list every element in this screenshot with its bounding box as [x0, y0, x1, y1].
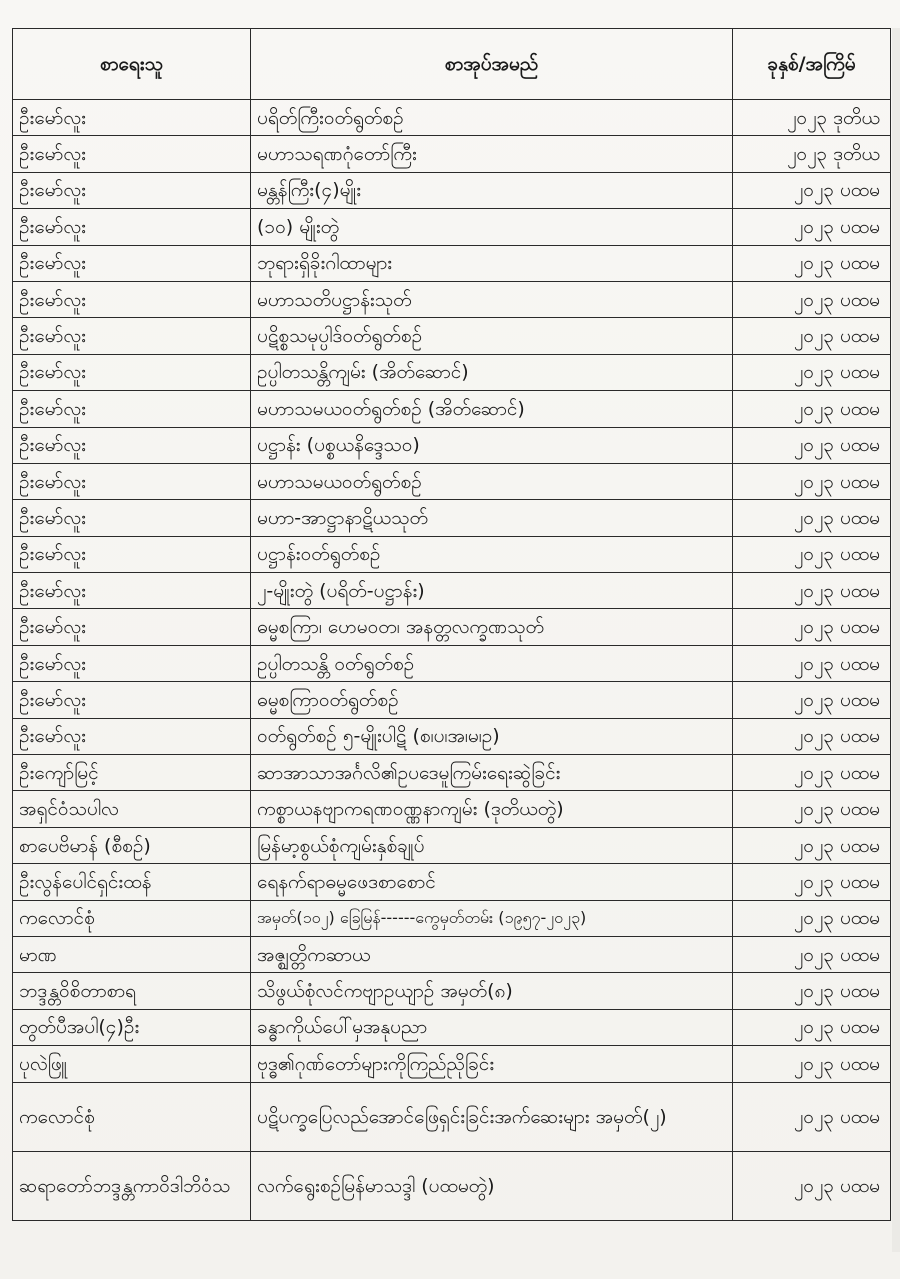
- title-cell: ဝတ်ရွတ်စဉ် ၅-မျိုးပါဋိ (စ၊ပ၊အ၊မ၊ဥ): [251, 718, 733, 754]
- header-edition: ခုနှစ်/အကြိမ်: [733, 29, 891, 100]
- author-cell: ဦးမော်လူး: [13, 463, 251, 499]
- table-row: [13, 354, 891, 390]
- title-cell: ဓမ္မစကြာဝတ်ရွတ်စဉ်: [251, 682, 733, 718]
- title-cell: ပဋိပက္ခပြေလည်အောင်ဖြေရှင်းခြင်းအက်ဆေးများ အမှတ်(၂): [251, 1082, 733, 1151]
- author-cell: ဦးမော်လူး: [13, 645, 251, 681]
- edition-cell: ၂၀၂၃ ပထမ: [733, 245, 891, 281]
- table-row: [13, 136, 891, 172]
- author-cell: ဆရာတော်ဘဒ္ဒန္တကာဝိဒါဘိဝံသ: [13, 1151, 251, 1220]
- edition-cell: ၂၀၂၃ ပထမ: [733, 827, 891, 863]
- author-cell: ဦးမော်လူး: [13, 172, 251, 208]
- author-cell: စာပေဗိမာန် (စီစဉ်): [13, 827, 251, 863]
- table-row: [13, 100, 891, 136]
- author-cell: ဦးမော်လူး: [13, 609, 251, 645]
- edition-cell: ၂၀၂၃ ပထမ: [733, 172, 891, 208]
- title-cell: လက်ရွေးစဉ်မြန်မာသဒ္ဒါ (ပထမတွဲ): [251, 1151, 733, 1220]
- title-cell: အမှတ်(၁၀၂) ခြေမြန်------ကွေမှတ်တမ်း (၁၉၅၇-၂၀၂၃): [251, 900, 733, 936]
- title-cell: ပဋ္ဌာန်း (ပစ္စယနိဒ္ဒေသ၀): [251, 427, 733, 463]
- table-row: [13, 245, 891, 281]
- title-cell: ဘုရားရှိခိုးဂါထာများ: [251, 245, 733, 281]
- title-cell: ဆာအာသာအင်္ဂလိ၏ဥပဒေမူကြမ်းရေးဆွဲခြင်း: [251, 755, 733, 791]
- author-cell: ဦးလွန်ပေါင်ရှင်းထန်: [13, 864, 251, 900]
- author-cell: ဦးမော်လူး: [13, 245, 251, 281]
- table-row: [13, 645, 891, 681]
- edition-cell: ၂၀၂၃ ပထမ: [733, 718, 891, 754]
- edition-cell: ၂၀၂၃ ပထမ: [733, 573, 891, 609]
- table-row: [13, 573, 891, 609]
- header-title: စာအုပ်အမည်: [251, 29, 733, 100]
- table-row: [13, 900, 891, 936]
- table-row: [13, 864, 891, 900]
- edition-cell: ၂၀၂၃ ပထမ: [733, 682, 891, 718]
- title-cell: ကစ္စာယနဗျာကရဏ၀ဏ္ဏနာကျမ်း (ဒုတိယတွဲ): [251, 791, 733, 827]
- edition-cell: ၂၀၂၃ ပထမ: [733, 463, 891, 499]
- table-row: [13, 609, 891, 645]
- edition-cell: ၂၀၂၃ ပထမ: [733, 536, 891, 572]
- title-cell: ခန္ဓာကိုယ်ပေါ်မှအနုပညာ: [251, 1009, 733, 1045]
- table-row: [13, 391, 891, 427]
- title-cell: မဟာသမယဝတ်ရွတ်စဉ် (အိတ်ဆောင်): [251, 391, 733, 427]
- table-row: [13, 281, 891, 317]
- table-row: [13, 463, 891, 499]
- title-cell: (၁၀) မျိုးတွဲ: [251, 209, 733, 245]
- table-row: [13, 718, 891, 754]
- edition-cell: ၂၀၂၃ ပထမ: [733, 318, 891, 354]
- title-cell: သိဖွယ်စုံလင်ကဗျာဥယျာဉ် အမှတ်(၈): [251, 973, 733, 1009]
- author-cell: ဦးမော်လူး: [13, 427, 251, 463]
- author-cell: ဦးမော်လူး: [13, 136, 251, 172]
- edition-cell: ၂၀၂၃ ပထမ: [733, 755, 891, 791]
- author-cell: ပုလဲဖြူ: [13, 1046, 251, 1082]
- table-row: [13, 936, 891, 972]
- title-cell: ရေနက်ရာဓမ္မဖေဒစာစောင်: [251, 864, 733, 900]
- author-cell: ဦးမော်လူး: [13, 318, 251, 354]
- title-cell: မဟာသရဏဂုံတော်ကြီး: [251, 136, 733, 172]
- table-row: [13, 172, 891, 208]
- author-cell: ဦးမော်လူး: [13, 354, 251, 390]
- title-cell: ဥပ္ပါတသန္တိ ဝတ်ရွတ်စဉ်: [251, 645, 733, 681]
- author-cell: မာဏ: [13, 936, 251, 972]
- edition-cell: ၂၀၂၃ ပထမ: [733, 645, 891, 681]
- edition-cell: ၂၀၂၃ ပထမ: [733, 391, 891, 427]
- edition-cell: ၂၀၂၃ ပထမ: [733, 609, 891, 645]
- table-row: [13, 500, 891, 536]
- title-cell: ဓမ္မစကြာ၊ ဟေမဝတ၊ အနတ္တလက္ခဏသုတ်: [251, 609, 733, 645]
- author-cell: ဦးမော်လူး: [13, 573, 251, 609]
- table-row: [13, 427, 891, 463]
- table-row: [13, 1009, 891, 1045]
- table-row: [13, 318, 891, 354]
- author-cell: အရှင်ဝံသပါလ: [13, 791, 251, 827]
- edition-cell: ၂၀၂၃ ပထမ: [733, 427, 891, 463]
- edition-cell: ၂၀၂၃ ပထမ: [733, 354, 891, 390]
- title-cell: ဥပ္ပါတသန္တိကျမ်း (အိတ်ဆောင်): [251, 354, 733, 390]
- table-body: [13, 100, 891, 1221]
- table-row: [13, 1151, 891, 1220]
- edition-cell: ၂၀၂၃ ပထမ: [733, 281, 891, 317]
- table-row: [13, 1046, 891, 1082]
- title-cell: မန္တန်ကြီး(၄)မျိုး: [251, 172, 733, 208]
- edition-cell: ၂၀၂၃ ပထမ: [733, 973, 891, 1009]
- title-cell: အဇ္ဈတ္တိကဆာယ: [251, 936, 733, 972]
- author-cell: တွတ်ပီအပါ(၄)ဦး: [13, 1009, 251, 1045]
- title-cell: ၂-မျိုးတွဲ (ပရိတ်-ပဋ္ဌာန်း): [251, 573, 733, 609]
- edition-cell: ၂၀၂၃ ပထမ: [733, 936, 891, 972]
- title-cell: ဗုဒ္ဓ၏ဂုဏ်တော်များကိုကြည်ညိုခြင်း: [251, 1046, 733, 1082]
- author-cell: ဦးမော်လူး: [13, 718, 251, 754]
- author-cell: ဦးကျော်မြင့်: [13, 755, 251, 791]
- title-cell: မြန်မာ့စွယ်စုံကျမ်းနှစ်ချုပ်: [251, 827, 733, 863]
- edition-cell: ၂၀၂၃ ပထမ: [733, 500, 891, 536]
- edition-cell: ၂၀၂၃ ပထမ: [733, 1082, 891, 1151]
- edition-cell: ၂၀၂၃ ပထမ: [733, 1046, 891, 1082]
- title-cell: ပဋိစ္စသမုပ္ပါဒ်ဝတ်ရွတ်စဉ်: [251, 318, 733, 354]
- author-cell: ဦးမော်လူး: [13, 682, 251, 718]
- table-row: [13, 791, 891, 827]
- author-cell: ကလောင်စုံ: [13, 1082, 251, 1151]
- book-list-table: [12, 28, 891, 1221]
- table-row: [13, 536, 891, 572]
- table-header-row: [13, 29, 891, 100]
- author-cell: ဦးမော်လူး: [13, 281, 251, 317]
- author-cell: ဘဒ္ဒန္တဝိစိတာစာရ: [13, 973, 251, 1009]
- edition-cell: ၂၀၂၃ ပထမ: [733, 900, 891, 936]
- edition-cell: ၂၀၂၃ ပထမ: [733, 209, 891, 245]
- author-cell: ဦးမော်လူး: [13, 536, 251, 572]
- author-cell: ကလောင်စုံ: [13, 900, 251, 936]
- table-row: [13, 973, 891, 1009]
- title-cell: ပဋ္ဌာန်းဝတ်ရွတ်စဉ်: [251, 536, 733, 572]
- title-cell: မဟာ-အာဋ္ဌာနာဋိယသုတ်: [251, 500, 733, 536]
- table-row: [13, 827, 891, 863]
- edition-cell: ၂၀၂၃ ပထမ: [733, 864, 891, 900]
- table-row: [13, 682, 891, 718]
- table-row: [13, 1082, 891, 1151]
- table-row: [13, 755, 891, 791]
- title-cell: မဟာသမယဝတ်ရွတ်စဉ်: [251, 463, 733, 499]
- table-row: [13, 209, 891, 245]
- page-edge-shadow: [892, 28, 900, 1252]
- edition-cell: ၂၀၂၃ ပထမ: [733, 791, 891, 827]
- title-cell: ပရိတ်ကြီးဝတ်ရွတ်စဉ်: [251, 100, 733, 136]
- header-author: စာရေးသူ: [13, 29, 251, 100]
- title-cell: မဟာသတိပဋ္ဌာန်းသုတ်: [251, 281, 733, 317]
- author-cell: ဦးမော်လူး: [13, 209, 251, 245]
- edition-cell: ၂၀၂၃ ပထမ: [733, 1009, 891, 1045]
- author-cell: ဦးမော်လူး: [13, 391, 251, 427]
- edition-cell: ၂၀၂၃ ပထမ: [733, 1151, 891, 1220]
- edition-cell: ၂၀၂၃ ဒုတိယ: [733, 136, 891, 172]
- author-cell: ဦးမော်လူး: [13, 100, 251, 136]
- edition-cell: ၂၀၂၃ ဒုတိယ: [733, 100, 891, 136]
- author-cell: ဦးမော်လူး: [13, 500, 251, 536]
